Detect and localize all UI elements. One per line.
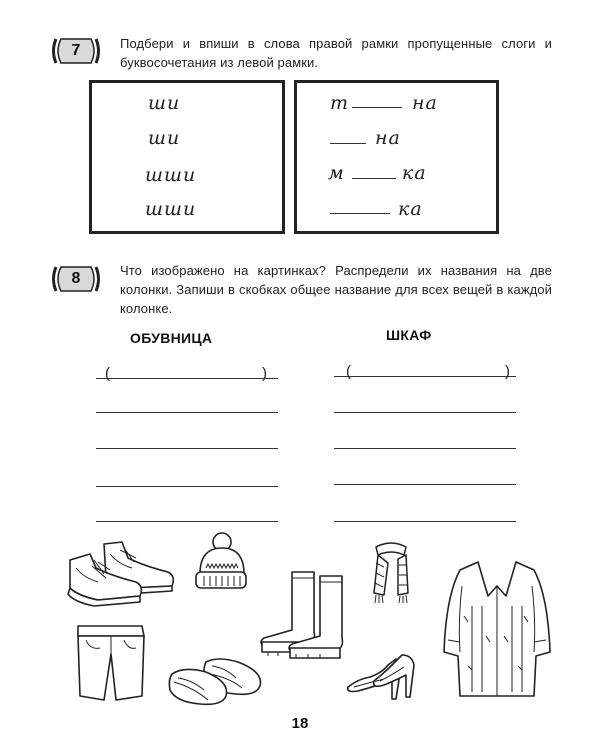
syllable-1: ши xyxy=(148,92,181,114)
syllable-4: шши xyxy=(145,198,197,220)
close-paren: ) xyxy=(262,365,267,382)
column-heading-shoe-cabinet: ОБУВНИЦА xyxy=(130,330,213,346)
answer-line[interactable] xyxy=(334,448,516,449)
answer-line[interactable] xyxy=(96,412,278,413)
word-3-blank[interactable] xyxy=(352,178,396,179)
open-paren: ( xyxy=(105,365,110,382)
task-7-instruction: Подбери и впиши в слова правой рамки пропущенные слоги и буквосочетания из левой рамки. xyxy=(120,36,552,70)
task-8-badge xyxy=(50,266,102,292)
task-7-badge xyxy=(50,38,102,64)
rubber-boots-icon xyxy=(256,568,356,660)
answer-line[interactable] xyxy=(96,486,278,487)
open-paren: ( xyxy=(346,363,351,380)
column-heading-wardrobe: ШКАФ xyxy=(386,327,432,343)
syllable-2: ши xyxy=(148,127,181,149)
word-3-end: ка xyxy=(402,162,427,184)
answer-line[interactable] xyxy=(334,484,516,485)
right-frame xyxy=(294,80,499,234)
answer-line[interactable] xyxy=(96,448,278,449)
answer-line[interactable] xyxy=(334,521,516,522)
task-8-number: 8 xyxy=(71,270,81,287)
word-2-end: на xyxy=(375,127,401,149)
task-7-number: 7 xyxy=(71,42,81,59)
task-8-instruction: Что изображено на картинках? Распредели их названия на две колонки. Запиши в скобках общее название для всех вещей в каждой колонке. xyxy=(120,263,552,316)
scarf-icon xyxy=(370,541,412,605)
word-2-blank[interactable] xyxy=(330,143,366,144)
close-paren: ) xyxy=(505,363,510,380)
word-1-end: на xyxy=(412,92,438,114)
high-heel-shoes-icon xyxy=(344,651,430,703)
syllable-3: шши xyxy=(145,164,197,186)
winter-hat-icon xyxy=(192,530,250,592)
word-1-blank[interactable] xyxy=(352,107,402,108)
sneakers-icon xyxy=(64,538,180,608)
answer-line[interactable] xyxy=(334,412,516,413)
answer-line[interactable] xyxy=(334,376,516,377)
answer-line[interactable] xyxy=(96,521,278,522)
answer-line[interactable] xyxy=(96,378,278,379)
word-4-end: ка xyxy=(398,198,423,220)
word-3-start: м xyxy=(328,162,345,184)
word-4-blank[interactable] xyxy=(330,213,390,214)
page-number: 18 xyxy=(291,715,309,732)
shorts-icon xyxy=(74,620,148,704)
fur-coat-icon xyxy=(438,556,556,702)
slippers-icon xyxy=(166,652,264,708)
word-1-start: т xyxy=(330,92,350,114)
